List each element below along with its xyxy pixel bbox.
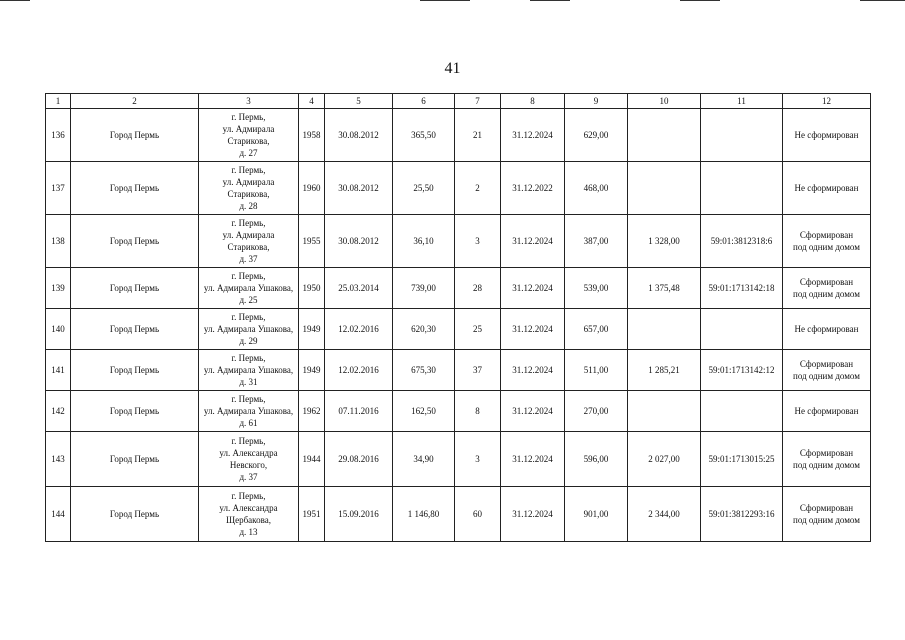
- cell-recognition-date: 30.08.2012: [325, 215, 393, 268]
- cell-recognition-date: 29.08.2016: [325, 432, 393, 487]
- cell-plot-status: Сформирован под одним домом: [783, 215, 871, 268]
- cell-plot-status: Сформирован под одним домом: [783, 350, 871, 391]
- column-header-7: 7: [455, 94, 501, 109]
- page-number: 41: [444, 60, 461, 77]
- cell-address: г. Пермь, ул. Адмирала Старикова, д. 37: [199, 215, 299, 268]
- table-row: [46, 268, 871, 309]
- cell-area: 1 146,80: [393, 487, 455, 542]
- cell-row-number: 144: [46, 487, 71, 542]
- cell-residents: 3: [455, 432, 501, 487]
- table-row: [46, 215, 871, 268]
- cell-resettlement-date: 31.12.2024: [501, 432, 565, 487]
- cell-plot-area: [628, 162, 701, 215]
- cell-resettlement-date: 31.12.2024: [501, 487, 565, 542]
- column-header-6: 6: [393, 94, 455, 109]
- cell-address: г. Пермь, ул. Адмирала Ушакова, д. 31: [199, 350, 299, 391]
- table-row: [46, 432, 871, 487]
- cell-cadastral-number: 59:01:1713142:12: [701, 350, 783, 391]
- cell-cadastral-number: [701, 391, 783, 432]
- column-header-11: 11: [701, 94, 783, 109]
- table-row: [46, 162, 871, 215]
- cell-address: г. Пермь, ул. Александра Невского, д. 37: [199, 432, 299, 487]
- cell-plot-status: Сформирован под одним домом: [783, 268, 871, 309]
- cell-resettlement-date: 31.12.2024: [501, 350, 565, 391]
- cell-row-number: 138: [46, 215, 71, 268]
- cell-recognition-date: 12.02.2016: [325, 350, 393, 391]
- column-header-3: 3: [199, 94, 299, 109]
- cell-row-number: 139: [46, 268, 71, 309]
- cell-plot-area: [628, 309, 701, 350]
- cell-build-year: 1955: [299, 215, 325, 268]
- cell-municipality: Город Пермь: [71, 432, 199, 487]
- cell-row-number: 137: [46, 162, 71, 215]
- cell-residents: 60: [455, 487, 501, 542]
- cell-plot-area: 1 375,48: [628, 268, 701, 309]
- cell-plot-area: 1 285,21: [628, 350, 701, 391]
- column-header-9: 9: [565, 94, 628, 109]
- housing-register-table: [45, 93, 871, 542]
- cell-residents: 8: [455, 391, 501, 432]
- cell-build-year: 1949: [299, 350, 325, 391]
- table-row: [46, 350, 871, 391]
- header-row: [46, 94, 871, 109]
- column-header-4: 4: [299, 94, 325, 109]
- cell-cadastral-number: 59:01:1713142:18: [701, 268, 783, 309]
- scan-top-line-left: [0, 0, 30, 1]
- table-row: [46, 309, 871, 350]
- cell-build-year: 1949: [299, 309, 325, 350]
- cell-recognition-date: 30.08.2012: [325, 109, 393, 162]
- cell-land-area: 468,00: [565, 162, 628, 215]
- scan-top-line-mid2: [530, 0, 570, 1]
- column-header-2: 2: [71, 94, 199, 109]
- cell-address: г. Пермь, ул. Александра Щербакова, д. 13: [199, 487, 299, 542]
- cell-land-area: 387,00: [565, 215, 628, 268]
- cell-municipality: Город Пермь: [71, 309, 199, 350]
- column-header-10: 10: [628, 94, 701, 109]
- scan-top-line-edge: [860, 0, 905, 1]
- cell-plot-status: Не сформирован: [783, 162, 871, 215]
- cell-row-number: 141: [46, 350, 71, 391]
- cell-build-year: 1950: [299, 268, 325, 309]
- cell-address: г. Пермь, ул. Адмирала Старикова, д. 28: [199, 162, 299, 215]
- cell-land-area: 629,00: [565, 109, 628, 162]
- cell-build-year: 1958: [299, 109, 325, 162]
- column-header-1: 1: [46, 94, 71, 109]
- cell-area: 675,30: [393, 350, 455, 391]
- cell-plot-status: Сформирован под одним домом: [783, 487, 871, 542]
- table-row: [46, 487, 871, 542]
- cell-area: 25,50: [393, 162, 455, 215]
- cell-recognition-date: 07.11.2016: [325, 391, 393, 432]
- cell-land-area: 511,00: [565, 350, 628, 391]
- cell-cadastral-number: 59:01:1713015:25: [701, 432, 783, 487]
- cell-recognition-date: 25.03.2014: [325, 268, 393, 309]
- cell-residents: 37: [455, 350, 501, 391]
- cell-land-area: 270,00: [565, 391, 628, 432]
- cell-row-number: 136: [46, 109, 71, 162]
- cell-land-area: 657,00: [565, 309, 628, 350]
- cell-resettlement-date: 31.12.2022: [501, 162, 565, 215]
- scan-top-line-mid: [420, 0, 470, 1]
- cell-municipality: Город Пермь: [71, 215, 199, 268]
- cell-recognition-date: 30.08.2012: [325, 162, 393, 215]
- table-row: [46, 109, 871, 162]
- cell-municipality: Город Пермь: [71, 487, 199, 542]
- cell-address: г. Пермь, ул. Адмирала Ушакова, д. 29: [199, 309, 299, 350]
- cell-address: г. Пермь, ул. Адмирала Ушакова, д. 61: [199, 391, 299, 432]
- cell-municipality: Город Пермь: [71, 162, 199, 215]
- cell-municipality: Город Пермь: [71, 109, 199, 162]
- cell-municipality: Город Пермь: [71, 268, 199, 309]
- cell-municipality: Город Пермь: [71, 350, 199, 391]
- scan-top-line-right: [680, 0, 720, 1]
- cell-residents: 28: [455, 268, 501, 309]
- column-header-12: 12: [783, 94, 871, 109]
- cell-resettlement-date: 31.12.2024: [501, 309, 565, 350]
- cell-plot-area: [628, 109, 701, 162]
- cell-land-area: 596,00: [565, 432, 628, 487]
- cell-cadastral-number: 59:01:3812293:16: [701, 487, 783, 542]
- cell-row-number: 140: [46, 309, 71, 350]
- cell-resettlement-date: 31.12.2024: [501, 109, 565, 162]
- column-header-8: 8: [501, 94, 565, 109]
- cell-land-area: 901,00: [565, 487, 628, 542]
- cell-build-year: 1951: [299, 487, 325, 542]
- cell-build-year: 1944: [299, 432, 325, 487]
- cell-resettlement-date: 31.12.2024: [501, 268, 565, 309]
- cell-plot-area: [628, 391, 701, 432]
- cell-recognition-date: 15.09.2016: [325, 487, 393, 542]
- cell-address: г. Пермь, ул. Адмирала Ушакова, д. 25: [199, 268, 299, 309]
- cell-plot-area: 2 344,00: [628, 487, 701, 542]
- cell-plot-status: Не сформирован: [783, 309, 871, 350]
- cell-residents: 25: [455, 309, 501, 350]
- cell-row-number: 142: [46, 391, 71, 432]
- cell-plot-area: 2 027,00: [628, 432, 701, 487]
- cell-area: 162,50: [393, 391, 455, 432]
- cell-plot-status: Не сформирован: [783, 391, 871, 432]
- table-body: [46, 109, 871, 542]
- cell-resettlement-date: 31.12.2024: [501, 391, 565, 432]
- cell-plot-area: 1 328,00: [628, 215, 701, 268]
- cell-plot-status: Не сформирован: [783, 109, 871, 162]
- cell-area: 34,90: [393, 432, 455, 487]
- cell-row-number: 143: [46, 432, 71, 487]
- cell-cadastral-number: [701, 162, 783, 215]
- cell-address: г. Пермь, ул. Адмирала Старикова, д. 27: [199, 109, 299, 162]
- cell-plot-status: Сформирован под одним домом: [783, 432, 871, 487]
- cell-resettlement-date: 31.12.2024: [501, 215, 565, 268]
- cell-municipality: Город Пермь: [71, 391, 199, 432]
- cell-recognition-date: 12.02.2016: [325, 309, 393, 350]
- cell-land-area: 539,00: [565, 268, 628, 309]
- cell-cadastral-number: 59:01:3812318:6: [701, 215, 783, 268]
- cell-area: 36,10: [393, 215, 455, 268]
- cell-cadastral-number: [701, 109, 783, 162]
- cell-area: 739,00: [393, 268, 455, 309]
- cell-area: 365,50: [393, 109, 455, 162]
- cell-residents: 2: [455, 162, 501, 215]
- cell-residents: 3: [455, 215, 501, 268]
- cell-build-year: 1960: [299, 162, 325, 215]
- cell-area: 620,30: [393, 309, 455, 350]
- cell-cadastral-number: [701, 309, 783, 350]
- column-header-5: 5: [325, 94, 393, 109]
- cell-residents: 21: [455, 109, 501, 162]
- cell-build-year: 1962: [299, 391, 325, 432]
- table-row: [46, 391, 871, 432]
